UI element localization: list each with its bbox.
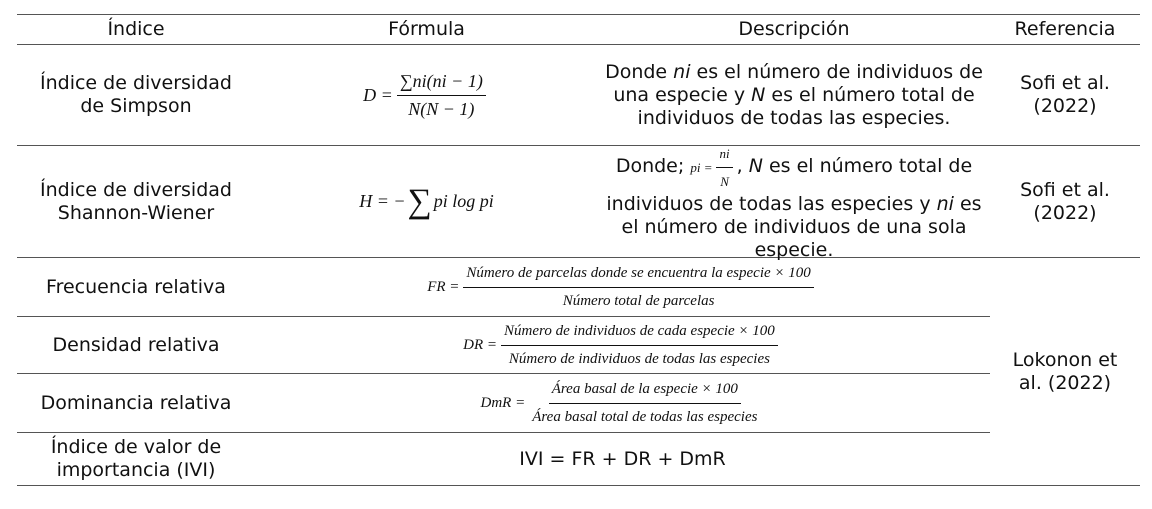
indice-cell (17, 258, 255, 316)
dmr-formula (481, 378, 765, 429)
pi-denominator: N (720, 173, 729, 189)
pi-numerator: ni (716, 142, 732, 168)
fr-formula (427, 262, 818, 313)
shannon-formula (359, 182, 494, 220)
desc-part: Donde; (615, 154, 691, 177)
dr-formula (463, 320, 782, 371)
indice-cell (17, 374, 255, 432)
formula-cell (255, 146, 598, 257)
descripcion-text (602, 61, 987, 130)
formula-numerator: Número de parcelas donde se encuentra la especie × 100 (463, 262, 813, 288)
numerator-text: ni(ni − 1) (412, 70, 483, 91)
formula-lhs: FR = (427, 278, 460, 295)
pi-lhs: pi = (690, 159, 713, 175)
sum-symbol: ∑ (407, 182, 432, 220)
descripcion-text (602, 142, 987, 262)
header-descripcion: Descripción (738, 18, 850, 40)
formula-cell (255, 317, 990, 373)
formula-denominator: Área basal total de todas las especies (532, 408, 758, 425)
formula-cell (255, 433, 990, 485)
pi-fraction (716, 142, 732, 193)
formula-denominator: N(N − 1) (408, 98, 475, 119)
desc-part: es el número total de individuos de todas las especies. (637, 83, 975, 129)
indice-text: Índice de valor de importancia (IVI) (50, 436, 222, 481)
formula-fraction (397, 70, 486, 121)
formula-body: pi log pi (433, 191, 494, 211)
formula-lhs: DmR = (480, 394, 526, 411)
indice-text: Densidad relativa (52, 333, 220, 356)
formula-lhs: D = (363, 84, 393, 105)
indice-cell (17, 146, 255, 257)
desc-part: es el número total de individuos de todas las especies y (606, 154, 973, 215)
referencia-cell (990, 45, 1140, 145)
desc-variable: N (751, 83, 766, 106)
desc-variable: ni (673, 60, 691, 83)
header-referencia: Referencia (1014, 18, 1116, 40)
desc-part: , (736, 154, 749, 177)
formula-fraction (463, 262, 813, 313)
descripcion-cell (598, 145, 990, 261)
formula-numerator (397, 70, 486, 96)
desc-part: es el número de individuos de una sola especie. (621, 192, 982, 261)
sum-symbol: ∑ (399, 70, 413, 91)
formula-cell (255, 258, 990, 316)
formula-denominator: Número de individuos de todas las especies (508, 350, 770, 367)
descripcion-cell (598, 45, 990, 145)
formula-fraction (501, 320, 778, 371)
referencia-cell (990, 146, 1140, 257)
desc-part: Donde (605, 60, 674, 83)
formula-cell (255, 45, 598, 145)
formula-lhs: H = − (359, 191, 406, 211)
referencia-text: Sofi et al. (2022) (1020, 178, 1110, 224)
formula-fraction (529, 378, 760, 429)
referencia-cell (990, 258, 1140, 485)
formula-lhs: DR = (463, 336, 498, 353)
indice-cell (17, 433, 255, 485)
formula-cell (255, 374, 990, 432)
referencia-text: Lokonon et al. (2022) (1012, 348, 1118, 394)
desc-variable: N (748, 154, 763, 177)
desc-part: es el número de individuos de una especie y (613, 60, 983, 106)
simpson-formula (363, 70, 490, 121)
desc-variable: ni (936, 192, 954, 215)
indice-cell (17, 45, 255, 145)
indice-text: Índice de diversidad de Simpson (40, 72, 232, 117)
ivi-formula: IVI = FR + DR + DmR (519, 447, 726, 470)
formula-denominator: Número total de parcelas (562, 292, 715, 309)
indice-text: Dominancia relativa (40, 391, 232, 414)
indice-text: Índice de diversidad Shannon-Wiener (40, 178, 232, 224)
formula-numerator: Área basal de la especie × 100 (549, 378, 741, 404)
referencia-text: Sofi et al. (2022) (1020, 72, 1110, 117)
formula-numerator: Número de individuos de cada especie × 100 (501, 320, 778, 346)
table-bottom-rule (17, 485, 1140, 486)
header-formula: Fórmula (388, 18, 465, 40)
indice-text: Frecuencia relativa (46, 275, 226, 298)
indice-cell (17, 317, 255, 373)
pi-formula (690, 142, 736, 193)
header-indice: Índice (107, 18, 165, 40)
